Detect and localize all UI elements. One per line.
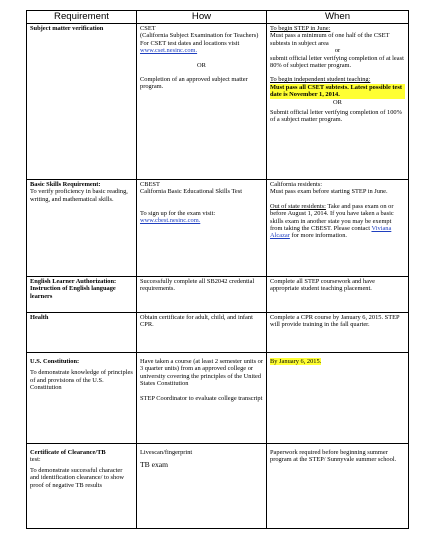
when-cell	[267, 24, 409, 180]
when-cell	[267, 180, 409, 277]
how-cell	[137, 180, 267, 277]
when-cell	[267, 313, 409, 353]
cbest-full-name: California Basic Educational Skills Test	[140, 188, 243, 196]
requirement-cell	[27, 313, 137, 353]
requirement-cell	[27, 277, 137, 313]
out-of-state-heading: Out of state residents:	[270, 202, 326, 210]
how-text: Obtain certificate for adult, child, and infant CPR.	[140, 314, 253, 329]
ca-residents-text: Must pass exam before starting STEP in June.	[270, 188, 388, 196]
when-text: Paperwork required before beginning summer program at the STEP/ Sunnyvale summer school.	[270, 449, 397, 464]
requirement-cell	[27, 353, 137, 444]
alternative-text: Completion of an approved subject matter program.	[140, 76, 248, 91]
independent-highlight: Must pass all CSET subtests. Latest possible test date is November 1, 2014.	[270, 84, 405, 99]
how-cell	[137, 444, 267, 529]
how-cell	[137, 277, 267, 313]
or-separator: or	[334, 47, 341, 55]
out-of-state-text: Take and pass exam on or before August 1, 2014. If you have taken a basic skills exam in another state you may be exempt from taking the CBEST. Please contact	[270, 202, 394, 233]
signup-text: To sign up for the exam visit:	[140, 209, 216, 217]
table-row	[27, 444, 409, 529]
deadline-highlight: By January 6, 2015.	[270, 358, 322, 365]
when-cell	[267, 353, 409, 444]
requirement-cell	[27, 24, 137, 180]
step-alternative: submit official letter verifying completion of at least 80% of subject matter program.	[270, 54, 404, 70]
requirement-description: To verify proficiency in basic reading, writing, and mathematical skills.	[30, 188, 128, 203]
or-separator: OR	[197, 61, 206, 69]
when-cell	[267, 444, 409, 529]
header-when: When	[267, 11, 409, 24]
when-text: Complete a CPR course by January 6, 2015. STEP will provide training in the fall quarter.	[270, 314, 400, 329]
contact-link[interactable]: Viviana Alcazar	[270, 225, 392, 240]
header-row	[27, 11, 409, 24]
how-cell	[137, 353, 267, 444]
ca-residents-heading: California residents:	[270, 181, 322, 188]
tb-exam-text: TB exam	[140, 460, 169, 470]
how-cell	[137, 24, 267, 180]
cset-full-name: (California Subject Examination for Teachers)	[140, 32, 259, 40]
requirements-table	[26, 10, 409, 529]
table-row	[27, 277, 409, 313]
cset-link[interactable]: www.cset.nesinc.com.	[140, 47, 198, 55]
cbest-label: CBEST	[140, 181, 160, 188]
step-heading: To begin STEP in June:	[270, 25, 331, 32]
coordinator-text: STEP Coordinator to evaluate college transcript	[140, 394, 263, 402]
requirement-cell	[27, 180, 137, 277]
table-row	[27, 313, 409, 353]
step-text: Must pass a minimum of one half of the CSET subtests in subject area	[270, 32, 390, 47]
independent-heading: To begin independent student teaching:	[270, 76, 371, 84]
independent-alternative: Submit official letter verifying completion of 100% of a subject matter program.	[270, 109, 402, 124]
requirement-title: English Learner Authorization: Instruction of English language learners	[30, 278, 117, 300]
livescan-text: Livescan/fingerprint	[140, 449, 193, 456]
how-text: Successfully complete all SB2042 credential requirements.	[140, 278, 255, 293]
header-requirement: Requirement	[27, 11, 137, 24]
out-of-state-end: for more information.	[291, 232, 348, 240]
requirement-title: Subject matter verification	[30, 25, 104, 32]
requirement-description: To demonstrate successful character and identification clearance/ to show proof of negative TB results	[30, 466, 125, 489]
when-text: Complete all STEP coursework and have appropriate student teaching placement.	[270, 278, 376, 293]
requirement-title: Certificate of Clearance/TB	[30, 449, 106, 456]
requirement-title: Basic Skills Requirement:	[30, 181, 101, 188]
how-cell	[137, 313, 267, 353]
requirement-title: U.S. Constitution:	[30, 358, 80, 365]
cbest-link[interactable]: www.cbest.nesinc.com.	[140, 217, 201, 225]
requirement-title-end: test:	[30, 456, 41, 464]
table-row	[27, 353, 409, 444]
cset-label: CSET	[140, 25, 156, 32]
table-row	[27, 180, 409, 277]
cset-info: For CSET test dates and locations visit	[140, 39, 240, 47]
table-row	[27, 24, 409, 180]
requirement-description: To demonstrate knowledge of principles of and provisions of the U.S. Constitution	[30, 369, 133, 392]
or-separator: OR	[333, 98, 342, 106]
header-how: How	[137, 11, 267, 24]
when-cell	[267, 277, 409, 313]
requirement-title: Health	[30, 314, 49, 321]
how-text: Have taken a course (at least 2 semester units or 3 quarter units) from an approved college or university covering the principles of the United States Constitution	[140, 358, 263, 388]
requirement-cell	[27, 444, 137, 529]
